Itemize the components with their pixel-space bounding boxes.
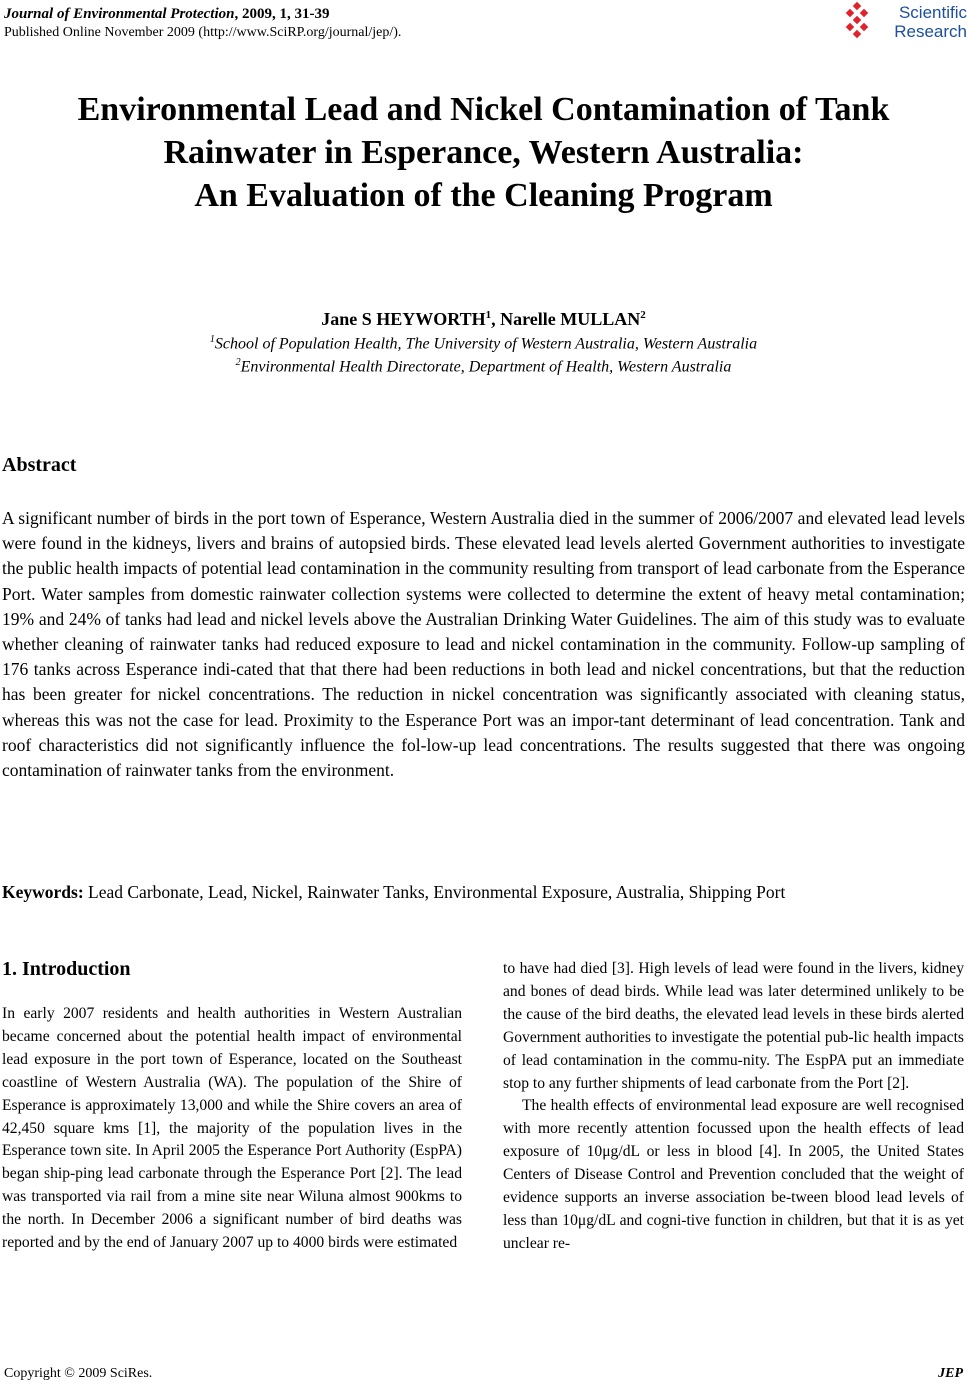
affiliation-1-mark: 1 [209,334,215,345]
footer-journal-abbreviation: JEP [938,1366,963,1381]
author-separator: , [491,309,501,329]
left-column [2,955,462,1255]
logo-line-2: Research [894,22,967,41]
published-online-line: Published Online November 2009 (http://www.SciRP.org/journal/jep/). [4,25,402,40]
title-line-3: An Evaluation of the Cleaning Program [194,177,773,214]
journal-citation [4,4,401,24]
introduction-paragraph-2: to have had died [3]. High levels of lead were found in the livers, kidney and bones of dead birds. While lead was later determined unlikely to be the cause of the bird deaths, the elevated lead levels in these birds alerted Government authorities to investigate the potential pub-lic health impacts of lead contamination in the commu-nity. The EspPA put an immediate stop to any further shipments of lead carbonate from the Port [2]. [503,960,964,1092]
author-1-affiliation-mark: 1 [485,309,492,321]
keywords-line [2,880,965,905]
affiliation-2 [0,353,967,377]
author-1: Jane S HEYWORTH [321,309,486,329]
abstract-heading: Abstract [2,454,77,476]
journal-name: Journal of Environmental Protection [4,6,235,22]
introduction-paragraph-3: The health effects of environmental lead exposure are well recognised with more recently attention focussed upon the health effects of lead exposure of 10μg/dL or less in blood [4]. In 2005, the United States Centers of Disease Control and Prevention concluded that the weight of evidence supports an inverse association be-tween blood lead levels of less than 10μg/dL and cogni-tive function in children, but that it is as yet unclear re- [503,1097,964,1252]
logo-line-1: Scientific [898,3,967,22]
introduction-heading: 1. Introduction [2,958,131,980]
abstract-body: A significant number of birds in the port town of Esperance, Western Australia died in the summer of 2006/2007 and elevated lead levels were found in the kidneys, livers and brains of autopsied birds. These elevated lead levels alerted Government authorities to investigate the public health impacts of potential lead contamination in the community resulting from transport of lead carbonate from the Esperance Port. Water samples from domestic rainwater collection systems were collected to determine the extent of heavy metal contamination; 19% and 24% of tanks had lead and nickel levels above the Australian Drinking Water Guidelines. The aim of this study was to evaluate whether cleaning of rainwater tanks had reduced exposure to lead and nickel contamination in the community. Follow-up sampling of 176 tanks across Esperance indi-cated that that there had been reductions in both lead and nickel concentrations, but that the reduction has been greater for nickel concentrations. The reduction in nickel concentration was significantly associated with cleaning status, whereas this was not the case for lead. Proximity to the Esperance Port was an impor-tant determinant of lead concentration. Tank and roof characteristics did not significantly influence the fol-low-up lead concentrations. The results suggested that there was ongoing contamination of rainwater tanks from the environment. [2,508,965,781]
paper-title [0,88,967,217]
title-line-2: Rainwater in Esperance, Western Australia: [163,134,804,171]
affiliation-2-mark: 2 [235,357,241,368]
journal-details: , 2009, 1, 31-39 [234,6,330,22]
author-2: Narelle MULLAN [500,309,641,329]
author-list [0,303,967,331]
page-header [4,4,401,42]
keywords-text: Lead Carbonate, Lead, Nickel, Rainwater Tanks, Environmental Exposure, Australia, Shipping Port [83,882,786,902]
footer-copyright: Copyright © 2009 SciRes. [4,1366,153,1381]
publisher-logo-text [865,3,967,41]
author-2-affiliation-mark: 2 [640,309,646,321]
keywords-label: Keywords: [2,882,84,902]
affiliation-2-text: Environmental Health Directorate, Department of Health, Western Australia [240,358,732,376]
introduction-paragraph-1: In early 2007 residents and health authorities in Western Australian became concerned about the potential health impact of environmental lead exposure in the port town of Esperance, located on the Southeast coastline of Western Australia (WA). The population of the Shire of Esperance is approximately 13,000 and while the Shire covers an area of 42,450 square kms [1], the majority of the population lives in the Esperance town site. In April 2005 the Esperance Port Authority (EspPA) began ship-ping lead carbonate through the Esperance Port [2]. The lead was transported via rail from a mine site near Wiluna almost 900kms to the north. In December 2006 a significant number of bird deaths was reported and by the end of January 2007 up to 4000 birds were estimated [2,1005,462,1252]
affiliation-1-text: School of Population Health, The University of Western Australia, Western Australia [214,335,758,353]
title-line-1: Environmental Lead and Nickel Contamination of Tank [77,91,890,128]
affiliation-1 [0,330,967,354]
right-column [503,958,964,1256]
